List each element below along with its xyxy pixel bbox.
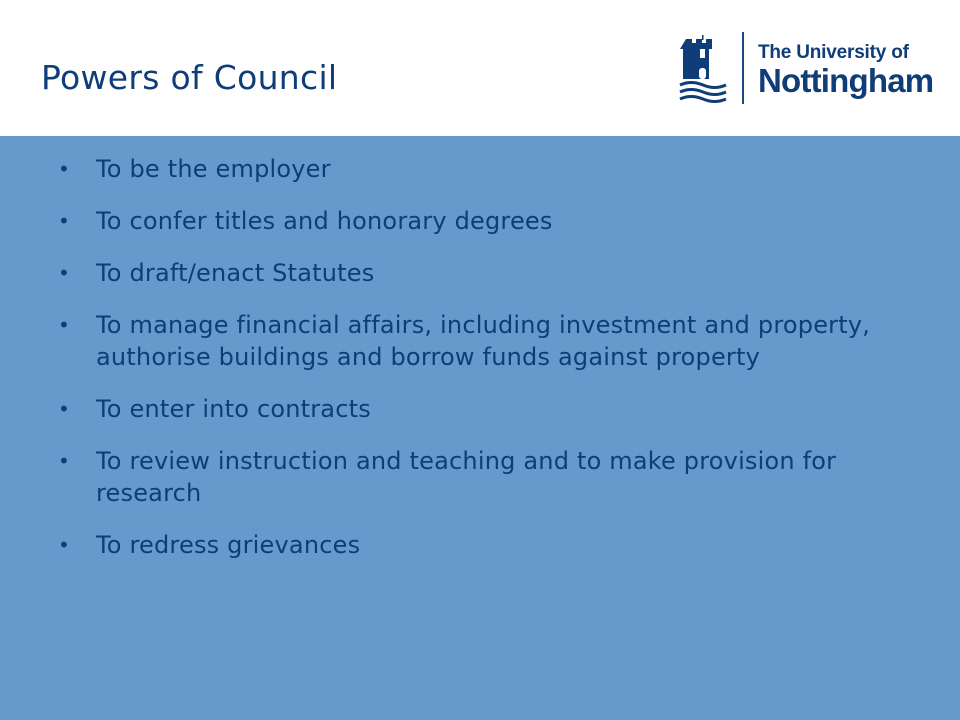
bullet-dot: •: [58, 449, 70, 473]
bullet-item: [58, 445, 898, 509]
slide-title: Powers of Council: [41, 58, 338, 97]
slide-header: [0, 0, 960, 136]
castle-crest-icon: [678, 35, 728, 105]
bullet-dot: •: [58, 533, 70, 557]
bullet-text: To be the employer: [96, 155, 331, 183]
slide-body: [0, 136, 960, 720]
bullet-item: [58, 153, 898, 185]
bullet-text: To redress grievances: [96, 531, 361, 559]
bullet-dot: •: [58, 313, 70, 337]
bullet-item: [58, 205, 898, 237]
bullet-item: [58, 393, 898, 425]
brand-line-2: Nottingham: [758, 62, 934, 99]
bullet-dot: •: [58, 209, 70, 233]
bullet-text: To enter into contracts: [96, 395, 371, 423]
bullet-dot: •: [58, 261, 70, 285]
bullet-dot: •: [58, 157, 70, 181]
logo-divider: [742, 32, 744, 104]
bullet-text: To manage financial affairs, including investment and property, authorise buildings and borrow funds against property: [96, 311, 871, 371]
bullet-text: To draft/enact Statutes: [96, 259, 375, 287]
bullet-item: [58, 309, 898, 373]
bullet-dot: •: [58, 397, 70, 421]
brand-line-1: The University of: [758, 42, 909, 63]
bullet-list: [58, 153, 898, 581]
bullet-text: To confer titles and honorary degrees: [96, 207, 553, 235]
bullet-item: [58, 529, 898, 561]
university-logo: [678, 32, 934, 106]
bullet-text: To review instruction and teaching and to make provision for research: [96, 447, 837, 507]
bullet-item: [58, 257, 898, 289]
